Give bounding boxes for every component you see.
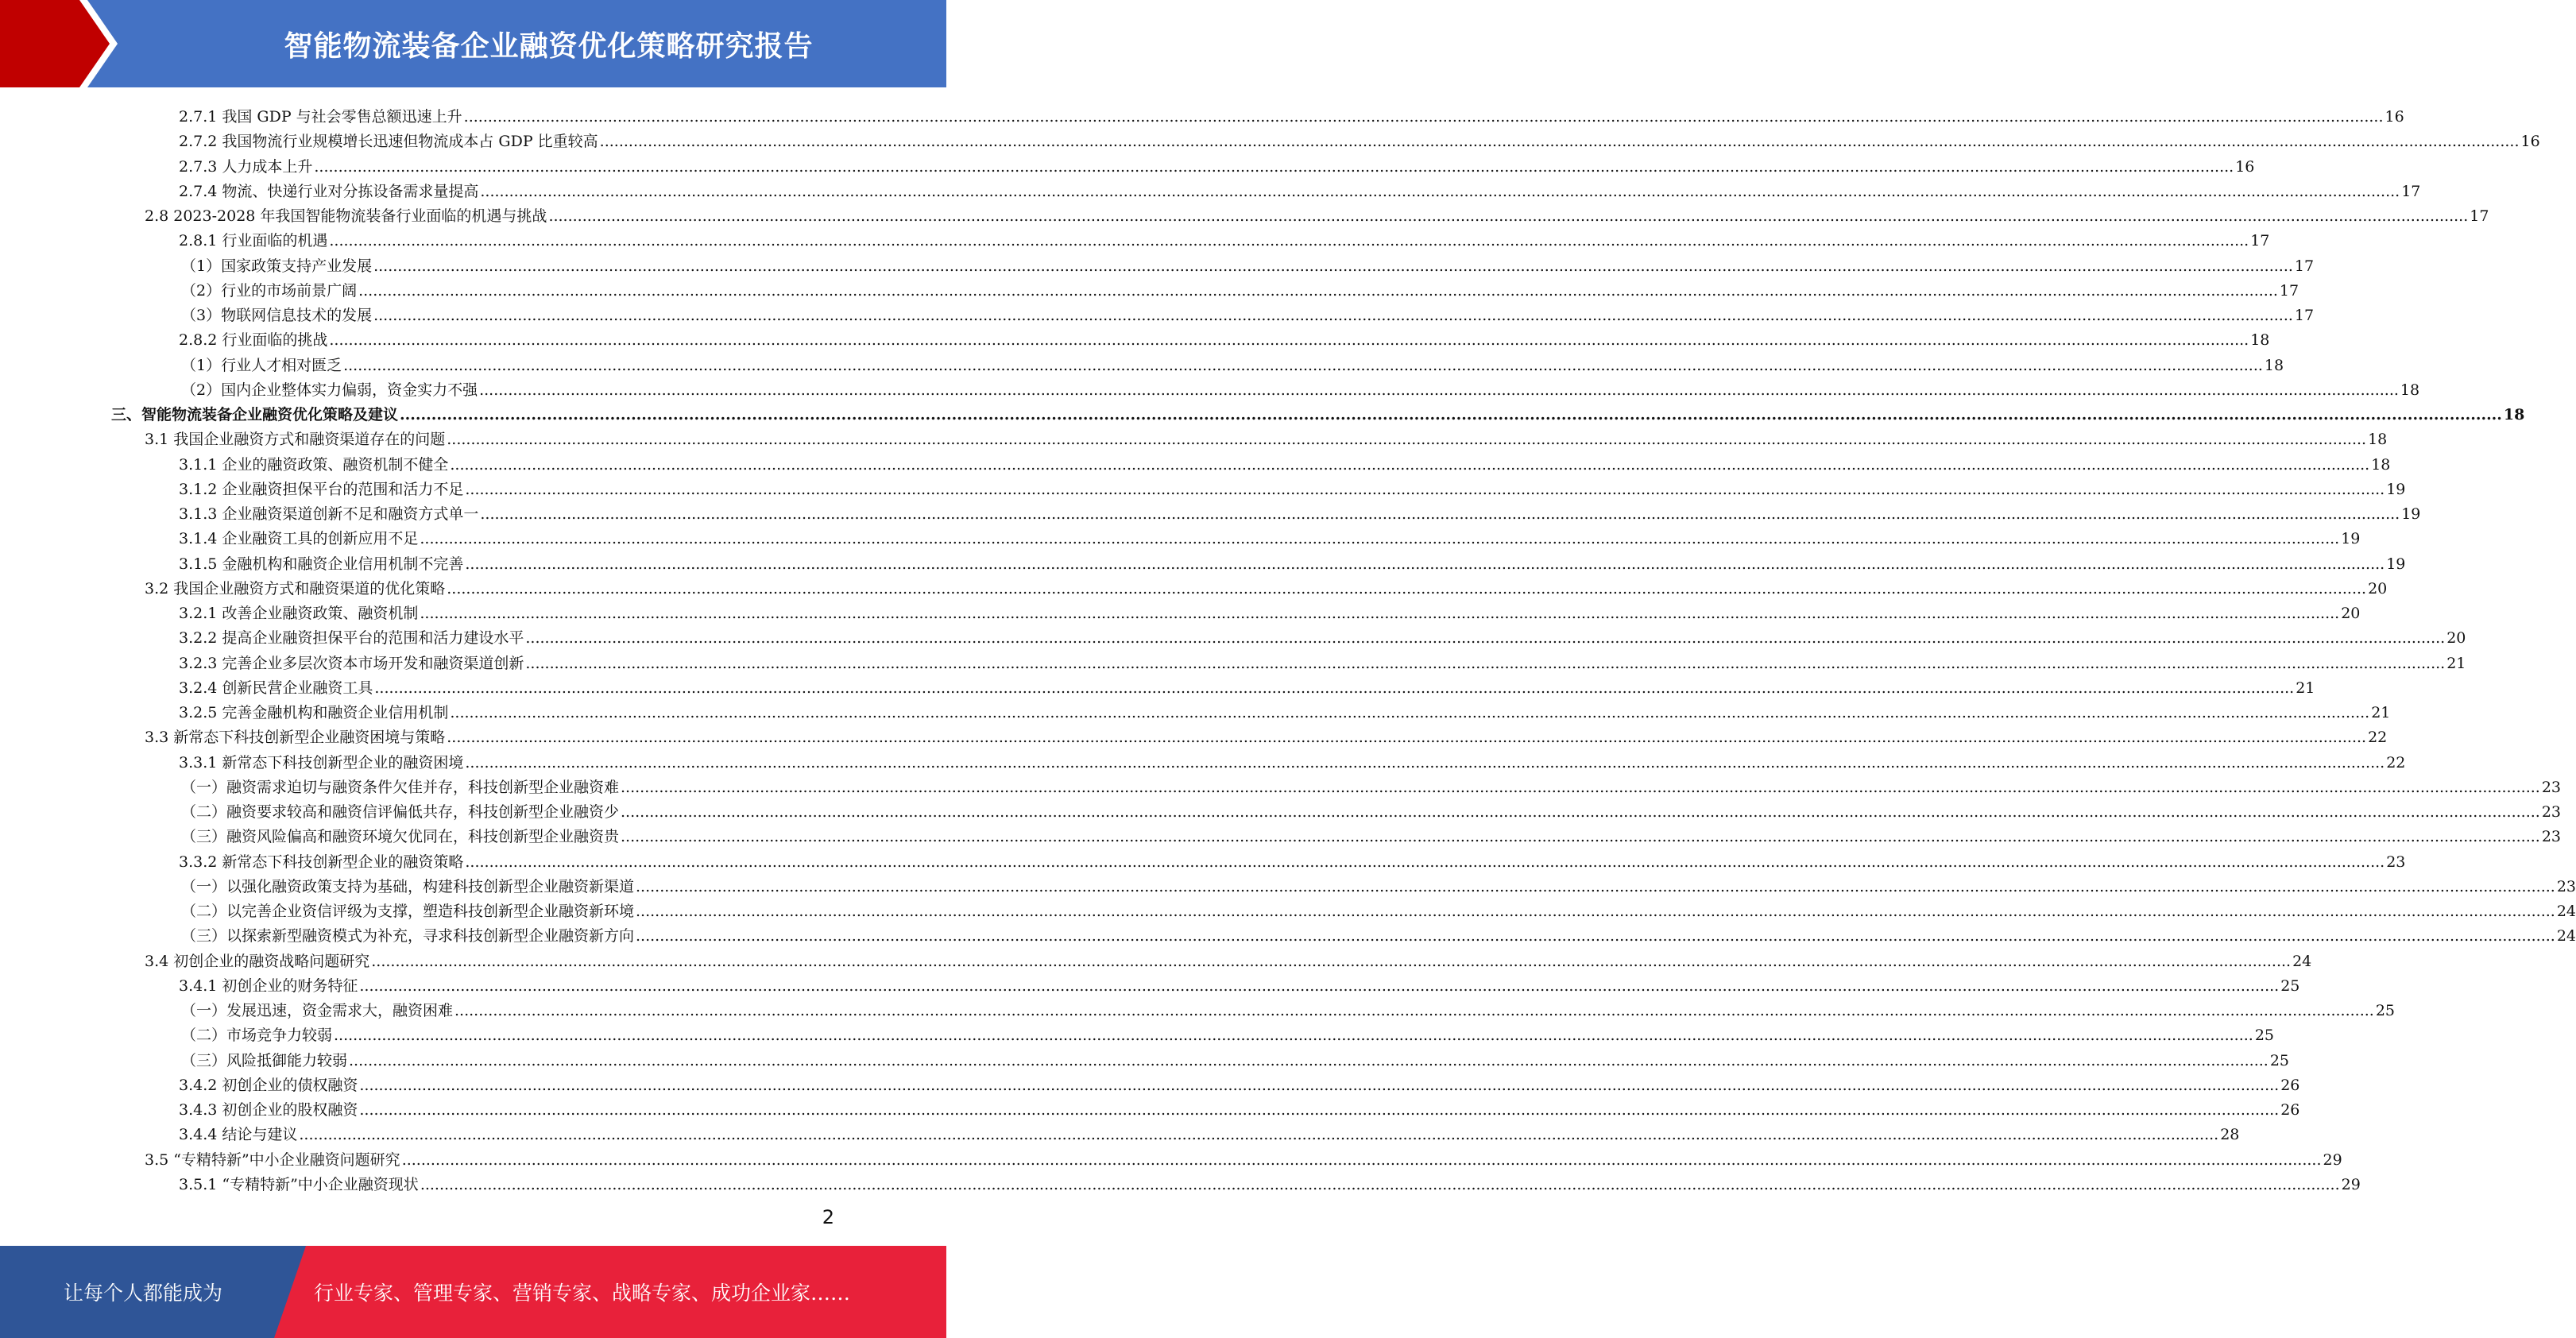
toc-leader-dots: ................................................................................................................................................................................................................................................................................................................................................................................................................: [329, 232, 2249, 250]
toc-entry-page: 24: [2556, 903, 2576, 920]
toc-entry-title: （二）市场竞争力较弱: [181, 1027, 333, 1045]
toc-entry-title: 3.4.3 初创企业的股权融资: [179, 1101, 358, 1119]
toc-leader-dots: ................................................................................................................................................................................................................................................................................................................................................................................................................: [621, 803, 2540, 821]
toc-entry[interactable]: [179, 226, 2270, 250]
toc-entry-page: 18: [2400, 381, 2420, 399]
toc-entry-title: （一）以强化融资政策支持为基础，构建科技创新型企业融资新渠道: [181, 877, 635, 895]
toc-entry[interactable]: [181, 276, 2299, 300]
toc-entry[interactable]: [181, 822, 2562, 846]
toc-entry-page: 20: [2446, 629, 2466, 648]
toc-entry-title: 3.4.1 初创企业的财务特征: [179, 976, 358, 995]
toc-entry-page: 26: [2280, 1101, 2300, 1119]
toc-entry-page: 18: [2368, 431, 2388, 449]
toc-entry[interactable]: [179, 847, 2406, 872]
toc-leader-dots: ................................................................................................................................................................................................................................................................................................................................................................................................................: [465, 555, 2385, 573]
toc-entry-page: 20: [2368, 579, 2388, 597]
toc-entry-page: 22: [2386, 753, 2406, 771]
toc-leader-dots: ................................................................................................................................................................................................................................................................................................................................................................................................................: [454, 1002, 2374, 1019]
toc-leader-dots: ................................................................................................................................................................................................................................................................................................................................................................................................................: [480, 182, 2400, 200]
toc-leader-dots: ................................................................................................................................................................................................................................................................................................................................................................................................................: [636, 877, 2555, 895]
toc-leader-dots: ................................................................................................................................................................................................................................................................................................................................................................................................................: [420, 530, 2340, 548]
toc-entry[interactable]: [181, 921, 2576, 945]
toc-entry[interactable]: [181, 350, 2284, 375]
toc-entry-page: 24: [2292, 952, 2312, 970]
toc-entry-title: 3.3.2 新常态下科技创新型企业的融资策略: [179, 853, 464, 871]
toc-entry-page: 16: [2385, 108, 2404, 126]
toc-entry-title: 3.1.3 企业融资渠道创新不足和融资方式单一: [179, 505, 479, 523]
toc-leader-dots: ................................................................................................................................................................................................................................................................................................................................................................................................................: [621, 828, 2540, 846]
toc-entry[interactable]: [111, 400, 2525, 424]
toc-entry[interactable]: [179, 474, 2406, 499]
toc-entry-page: 20: [2341, 605, 2361, 622]
toc-entry-page: 17: [2401, 182, 2421, 200]
toc-leader-dots: ................................................................................................................................................................................................................................................................................................................................................................................................................: [636, 927, 2555, 945]
toc-entry[interactable]: [179, 1070, 2300, 1095]
toc-entry-title: （1）国家政策支持产业发展: [181, 257, 373, 275]
toc-entry-title: 3.2.4 创新民营企业融资工具: [179, 679, 373, 697]
toc-entry-title: 3.4.4 结论与建议: [179, 1126, 298, 1144]
toc-entry-page: 17: [2250, 232, 2270, 250]
toc-entry-page: 25: [2280, 976, 2300, 995]
toc-leader-dots: ................................................................................................................................................................................................................................................................................................................................................................................................................: [371, 952, 2292, 970]
toc-leader-dots: ................................................................................................................................................................................................................................................................................................................................................................................................................: [420, 605, 2340, 622]
page-footer: [0, 1246, 946, 1338]
toc-leader-dots: ................................................................................................................................................................................................................................................................................................................................................................................................................: [349, 1051, 2269, 1069]
toc-entry-title: 3.2.5 完善金融机构和融资企业信用机制: [179, 704, 449, 721]
toc-entry-title: 3.1.4 企业融资工具的创新应用不足: [179, 530, 419, 548]
toc-entry-title: （三）以探索新型融资模式为补充，寻求科技创新型企业融资新方向: [181, 927, 635, 945]
toc-entry-title: 3.2.2 提高企业融资担保平台的范围和活力建设水平: [179, 629, 524, 648]
toc-leader-dots: ................................................................................................................................................................................................................................................................................................................................................................................................................: [450, 455, 2370, 474]
toc-leader-dots: ................................................................................................................................................................................................................................................................................................................................................................................................................: [599, 133, 2520, 151]
footer-slogan-right: 行业专家、管理专家、营销专家、战略专家、成功企业家……: [314, 1282, 851, 1305]
toc-entry-page: 29: [2323, 1150, 2342, 1169]
toc-entry[interactable]: [181, 375, 2420, 400]
toc-entry[interactable]: [179, 648, 2466, 673]
toc-entry-page: 19: [2341, 530, 2361, 548]
toc-entry[interactable]: [179, 673, 2315, 698]
toc-entry[interactable]: [179, 748, 2406, 772]
toc-entry[interactable]: [179, 102, 2404, 126]
toc-entry[interactable]: [181, 1046, 2290, 1070]
toc-entry-page: 18: [2250, 331, 2270, 350]
toc-entry-title: 3.1.5 金融机构和融资企业信用机制不完善: [179, 555, 464, 573]
toc-entry[interactable]: [181, 1020, 2275, 1045]
toc-entry-page: 28: [2220, 1126, 2240, 1144]
toc-entry[interactable]: [145, 1145, 2342, 1170]
toc-leader-dots: ................................................................................................................................................................................................................................................................................................................................................................................................................: [465, 480, 2385, 498]
toc-entry-page: 23: [2541, 828, 2562, 846]
toc-entry[interactable]: [179, 698, 2391, 722]
toc-leader-dots: ................................................................................................................................................................................................................................................................................................................................................................................................................: [359, 1076, 2280, 1094]
toc-entry-title: （2）国内企业整体实力偏弱，资金实力不强: [181, 381, 478, 399]
toc-entry-page: 24: [2556, 927, 2576, 945]
toc-entry[interactable]: [145, 424, 2388, 449]
toc-entry-page: 21: [2446, 654, 2466, 672]
toc-entry-title: 3.5.1 “专精特新”中小企业融资现状: [179, 1175, 419, 1193]
toc-entry-title: 2.8 2023-2028 年我国智能物流装备行业面临的机遇与挑战: [145, 207, 547, 225]
toc-entry-title: 3.2 我国企业融资方式和融资渠道的优化策略: [145, 579, 446, 597]
toc-entry-page: 25: [2269, 1051, 2290, 1069]
toc-entry-title: 2.8.2 行业面临的挑战: [179, 331, 328, 350]
toc-entry-page: 26: [2280, 1076, 2300, 1094]
toc-entry[interactable]: [145, 946, 2312, 971]
toc-entry-title: 3.1 我国企业融资方式和融资渠道存在的问题: [145, 431, 446, 449]
footer-slogan-left: 让每个人都能成为: [63, 1282, 222, 1305]
toc-entry[interactable]: [179, 598, 2361, 623]
document-title: 智能物流装备企业融资优化策略研究报告: [284, 29, 814, 63]
toc-entry-page: 19: [2386, 555, 2406, 573]
toc-entry[interactable]: [179, 450, 2391, 474]
toc-entry[interactable]: [179, 1120, 2240, 1144]
toc-leader-dots: ................................................................................................................................................................................................................................................................................................................................................................................................................: [447, 579, 2367, 597]
toc-leader-dots: ................................................................................................................................................................................................................................................................................................................................................................................................................: [299, 1126, 2219, 1144]
toc-entry-title: 3.1.2 企业融资担保平台的范围和活力不足: [179, 480, 464, 498]
toc-entry[interactable]: [179, 549, 2406, 574]
toc-entry-title: 3.2.1 改善企业融资政策、融资机制: [179, 605, 419, 622]
toc-entry[interactable]: [181, 797, 2562, 822]
toc-entry-title: （二）以完善企业资信评级为支撑，塑造科技创新型企业融资新环境: [181, 903, 635, 920]
toc-entry-page: 16: [2520, 133, 2540, 151]
toc-entry[interactable]: [181, 772, 2562, 797]
toc-leader-dots: ................................................................................................................................................................................................................................................................................................................................................................................................................: [343, 356, 2263, 374]
toc-entry[interactable]: [145, 201, 2489, 226]
toc-leader-dots: ................................................................................................................................................................................................................................................................................................................................................................................................................: [400, 406, 2502, 423]
toc-entry[interactable]: [145, 574, 2388, 598]
toc-entry-title: 3.5 “专精特新”中小企业融资问题研究: [145, 1150, 400, 1169]
toc-leader-dots: ................................................................................................................................................................................................................................................................................................................................................................................................................: [548, 207, 2469, 225]
toc-entry-page: 17: [2470, 207, 2489, 225]
toc-entry[interactable]: [179, 499, 2421, 524]
toc-entry-page: 16: [2235, 157, 2255, 176]
toc-entry-page: 18: [2371, 455, 2391, 474]
toc-entry-title: 2.8.1 行业面临的机遇: [179, 232, 328, 250]
toc-entry-page: 23: [2556, 877, 2576, 895]
toc-leader-dots: ................................................................................................................................................................................................................................................................................................................................................................................................................: [373, 307, 2293, 324]
toc-leader-dots: ................................................................................................................................................................................................................................................................................................................................................................................................................: [636, 903, 2555, 920]
toc-entry-title: 2.7.2 我国物流行业规模增长迅速但物流成本占 GDP 比重较高: [179, 133, 598, 151]
toc-entry-title: （3）物联网信息技术的发展: [181, 307, 373, 324]
toc-entry-page: 22: [2368, 729, 2388, 747]
toc-entry-page: 18: [2503, 406, 2525, 423]
toc-leader-dots: ................................................................................................................................................................................................................................................................................................................................................................................................................: [314, 157, 2234, 176]
toc-entry-title: 3.4.2 初创企业的债权融资: [179, 1076, 358, 1094]
toc-leader-dots: ................................................................................................................................................................................................................................................................................................................................................................................................................: [465, 753, 2385, 771]
toc-entry-page: 23: [2541, 803, 2562, 821]
toc-leader-dots: ................................................................................................................................................................................................................................................................................................................................................................................................................: [329, 331, 2249, 350]
toc-entry[interactable]: [179, 1095, 2300, 1120]
toc-entry-page: 17: [2279, 281, 2299, 300]
toc-leader-dots: ................................................................................................................................................................................................................................................................................................................................................................................................................: [447, 431, 2367, 449]
toc-entry[interactable]: [181, 896, 2576, 921]
toc-leader-dots: ................................................................................................................................................................................................................................................................................................................................................................................................................: [358, 281, 2278, 300]
toc-entry-title: （1）行业人才相对匮乏: [181, 356, 342, 374]
toc-entry[interactable]: [179, 176, 2421, 201]
toc-leader-dots: ................................................................................................................................................................................................................................................................................................................................................................................................................: [450, 704, 2370, 721]
toc-entry-title: 2.7.4 物流、快递行业对分拣设备需求量提高: [179, 182, 479, 200]
toc-entry-page: 19: [2401, 505, 2421, 523]
page-header: [0, 0, 946, 87]
toc-entry-title: 三、智能物流装备企业融资优化策略及建议: [111, 406, 399, 423]
toc-entry-title: 3.3.1 新常态下科技创新型企业的融资困境: [179, 753, 464, 771]
toc-entry-page: 19: [2386, 480, 2406, 498]
toc-entry-page: 17: [2294, 307, 2315, 324]
toc-entry-title: 3.2.3 完善企业多层次资本市场开发和融资渠道创新: [179, 654, 524, 672]
toc-entry-title: （一）融资需求迫切与融资条件欠佳并存，科技创新型企业融资难: [181, 778, 620, 796]
toc-entry-page: 21: [2296, 679, 2315, 697]
toc-entry-title: （一）发展迅速，资金需求大，融资困难: [181, 1002, 454, 1019]
toc-entry-title: （2）行业的市场前景广阔: [181, 281, 358, 300]
toc-entry[interactable]: [181, 996, 2396, 1020]
toc-leader-dots: ................................................................................................................................................................................................................................................................................................................................................................................................................: [420, 1175, 2340, 1193]
toc-entry[interactable]: [181, 251, 2315, 276]
toc-entry-title: （三）风险抵御能力较弱: [181, 1051, 348, 1069]
toc-entry[interactable]: [145, 722, 2388, 747]
toc-entry[interactable]: [179, 623, 2466, 648]
toc-leader-dots: ................................................................................................................................................................................................................................................................................................................................................................................................................: [480, 505, 2400, 523]
toc-leader-dots: ................................................................................................................................................................................................................................................................................................................................................................................................................: [465, 853, 2385, 871]
toc-leader-dots: ................................................................................................................................................................................................................................................................................................................................................................................................................: [447, 729, 2367, 747]
page-number: 2: [822, 1206, 834, 1228]
toc-entry-title: （二）融资要求较高和融资信评偏低共存，科技创新型企业融资少: [181, 803, 620, 821]
toc-entry-page: 17: [2294, 257, 2315, 275]
toc-entry[interactable]: [179, 126, 2540, 151]
toc-leader-dots: ................................................................................................................................................................................................................................................................................................................................................................................................................: [525, 654, 2446, 672]
toc-entry-page: 18: [2264, 356, 2284, 374]
toc-entry-title: 2.7.3 人力成本上升: [179, 157, 313, 176]
toc-entry[interactable]: [179, 152, 2255, 176]
toc-leader-dots: ................................................................................................................................................................................................................................................................................................................................................................................................................: [463, 108, 2384, 126]
toc-entry[interactable]: [181, 300, 2315, 325]
toc-leader-dots: ................................................................................................................................................................................................................................................................................................................................................................................................................: [359, 976, 2280, 995]
toc-entry-page: 25: [2375, 1002, 2396, 1019]
toc-entry[interactable]: [179, 971, 2300, 996]
toc-entry-title: 3.1.1 企业的融资政策、融资机制不健全: [179, 455, 449, 474]
toc-leader-dots: ................................................................................................................................................................................................................................................................................................................................................................................................................: [401, 1150, 2322, 1169]
toc-entry-page: 21: [2371, 704, 2391, 721]
toc-entry-page: 29: [2341, 1175, 2361, 1193]
toc-entry-title: 3.4 初创企业的融资战略问题研究: [145, 952, 370, 970]
toc-entry-page: 25: [2254, 1027, 2275, 1045]
toc-entry[interactable]: [181, 872, 2576, 896]
toc-entry-title: （三）融资风险偏高和融资环境欠优同在，科技创新型企业融资贵: [181, 828, 620, 846]
toc-entry-page: 23: [2541, 778, 2562, 796]
toc-leader-dots: ................................................................................................................................................................................................................................................................................................................................................................................................................: [479, 381, 2399, 399]
toc-entry-title: 2.7.1 我国 GDP 与社会零售总额迅速上升: [179, 108, 462, 126]
toc-leader-dots: ................................................................................................................................................................................................................................................................................................................................................................................................................: [525, 629, 2446, 648]
toc-entry[interactable]: [179, 1170, 2361, 1194]
toc-leader-dots: ................................................................................................................................................................................................................................................................................................................................................................................................................: [334, 1027, 2253, 1045]
toc-leader-dots: ................................................................................................................................................................................................................................................................................................................................................................................................................: [621, 778, 2540, 796]
toc-leader-dots: ................................................................................................................................................................................................................................................................................................................................................................................................................: [374, 679, 2295, 697]
toc-leader-dots: ................................................................................................................................................................................................................................................................................................................................................................................................................: [373, 257, 2293, 275]
toc-leader-dots: ................................................................................................................................................................................................................................................................................................................................................................................................................: [359, 1101, 2280, 1119]
toc-entry-page: 23: [2386, 853, 2406, 871]
toc-entry[interactable]: [179, 524, 2361, 548]
header-arrow-decoration: [0, 0, 159, 87]
toc-entry-title: 3.3 新常态下科技创新型企业融资困境与策略: [145, 729, 446, 747]
toc-entry[interactable]: [179, 325, 2270, 350]
